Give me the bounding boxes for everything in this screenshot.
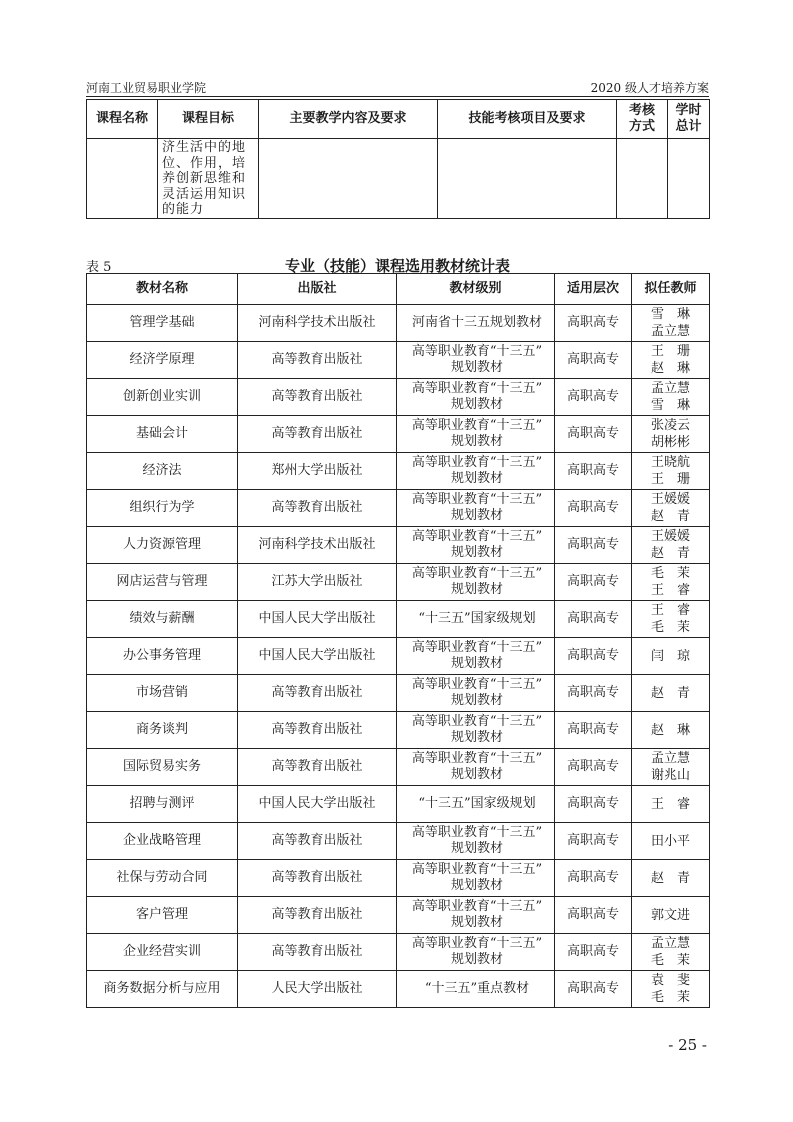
table-row (87, 527, 710, 564)
table-row (87, 638, 710, 675)
cell-textbook-name: 创新创业实训 (87, 379, 238, 416)
table-row (87, 416, 710, 453)
cell-applicable-tier: 高职高专 (555, 490, 632, 527)
table1-header-assessment-method: 考核 方式 (617, 100, 668, 139)
table-row (87, 712, 710, 749)
cell-textbook-name: 办公事务管理 (87, 638, 238, 675)
table-row (87, 786, 710, 823)
cell-publisher: 江苏大学出版社 (238, 564, 397, 601)
cell-textbook-level: 高等职业教育“十三五” 规划教材 (397, 453, 555, 490)
table1-header-course-goal: 课程目标 (158, 100, 259, 139)
cell-proposed-teacher: 闫 琼 (632, 638, 710, 675)
table-row (87, 342, 710, 379)
cell-textbook-level: 高等职业教育“十三五” 规划教材 (397, 712, 555, 749)
cell-proposed-teacher: 孟立慧 谢兆山 (632, 749, 710, 786)
cell-textbook-level: 高等职业教育“十三五” 规划教材 (397, 342, 555, 379)
cell-textbook-name: 基础会计 (87, 416, 238, 453)
table1-cell-method (617, 139, 668, 219)
cell-textbook-name: 网店运营与管理 (87, 564, 238, 601)
cell-publisher: 高等教育出版社 (238, 712, 397, 749)
header-document-title: 2020 级人才培养方案 (590, 81, 709, 95)
table1-header-course-name: 课程名称 (87, 100, 158, 139)
cell-applicable-tier: 高职高专 (555, 749, 632, 786)
textbook-statistics-table (86, 273, 710, 1008)
table1-header-total-hours: 学时 总计 (668, 100, 710, 139)
cell-applicable-tier: 高职高专 (555, 305, 632, 342)
cell-publisher: 高等教育出版社 (238, 416, 397, 453)
table-row (87, 305, 710, 342)
cell-publisher: 高等教育出版社 (238, 860, 397, 897)
cell-textbook-name: 商务数据分析与应用 (87, 971, 238, 1008)
cell-textbook-level: 高等职业教育“十三五” 规划教材 (397, 897, 555, 934)
cell-textbook-level: 高等职业教育“十三五” 规划教材 (397, 638, 555, 675)
cell-applicable-tier: 高职高专 (555, 342, 632, 379)
table-row (87, 971, 710, 1008)
cell-proposed-teacher: 孟立慧 毛 茉 (632, 934, 710, 971)
cell-textbook-name: 绩效与薪酬 (87, 601, 238, 638)
cell-proposed-teacher: 王 睿 (632, 786, 710, 823)
table1-cell-skills (438, 139, 617, 219)
header-institution: 河南工业贸易职业学院 (86, 81, 207, 95)
cell-textbook-level: “十三五”重点教材 (397, 971, 555, 1008)
cell-textbook-level: 高等职业教育“十三五” 规划教材 (397, 564, 555, 601)
cell-publisher: 高等教育出版社 (238, 490, 397, 527)
cell-publisher: 中国人民大学出版社 (238, 786, 397, 823)
cell-applicable-tier: 高职高专 (555, 601, 632, 638)
cell-publisher: 人民大学出版社 (238, 971, 397, 1008)
cell-proposed-teacher: 张凌云 胡彬彬 (632, 416, 710, 453)
cell-textbook-name: 经济法 (87, 453, 238, 490)
cell-applicable-tier: 高职高专 (555, 379, 632, 416)
cell-applicable-tier: 高职高专 (555, 971, 632, 1008)
cell-applicable-tier: 高职高专 (555, 934, 632, 971)
cell-textbook-level: “十三五”国家级规划 (397, 786, 555, 823)
cell-textbook-name: 市场营销 (87, 675, 238, 712)
cell-textbook-name: 经济学原理 (87, 342, 238, 379)
cell-proposed-teacher: 田小平 (632, 823, 710, 860)
table-row (87, 860, 710, 897)
cell-textbook-level: “十三五”国家级规划 (397, 601, 555, 638)
table-row (87, 749, 710, 786)
cell-textbook-name: 人力资源管理 (87, 527, 238, 564)
cell-proposed-teacher: 赵 青 (632, 675, 710, 712)
page-header (86, 78, 709, 97)
cell-textbook-level: 高等职业教育“十三五” 规划教材 (397, 934, 555, 971)
cell-textbook-level: 高等职业教育“十三五” 规划教材 (397, 527, 555, 564)
table2-header-proposed-teacher: 拟任教师 (632, 274, 710, 305)
cell-applicable-tier: 高职高专 (555, 786, 632, 823)
table1-header-main-content: 主要教学内容及要求 (259, 100, 438, 139)
table-row (87, 934, 710, 971)
cell-proposed-teacher: 孟立慧 雪 琳 (632, 379, 710, 416)
cell-textbook-name: 商务谈判 (87, 712, 238, 749)
cell-proposed-teacher: 赵 青 (632, 860, 710, 897)
cell-applicable-tier: 高职高专 (555, 527, 632, 564)
table-row (87, 490, 710, 527)
cell-applicable-tier: 高职高专 (555, 823, 632, 860)
cell-textbook-level: 高等职业教育“十三五” 规划教材 (397, 749, 555, 786)
table1-cell-hours (668, 139, 710, 219)
table2-body (87, 305, 710, 1008)
table-row (87, 675, 710, 712)
cell-applicable-tier: 高职高专 (555, 712, 632, 749)
course-objectives-table (86, 99, 710, 219)
table2-caption (86, 255, 709, 273)
table2-header-textbook-level: 教材级别 (397, 274, 555, 305)
table2-header-publisher: 出版社 (238, 274, 397, 305)
cell-proposed-teacher: 王媛媛 赵 青 (632, 490, 710, 527)
cell-publisher: 高等教育出版社 (238, 675, 397, 712)
cell-textbook-level: 高等职业教育“十三五” 规划教材 (397, 490, 555, 527)
cell-publisher: 高等教育出版社 (238, 934, 397, 971)
table1-header-skill-assessment: 技能考核项目及要求 (438, 100, 617, 139)
cell-publisher: 河南科学技术出版社 (238, 305, 397, 342)
cell-textbook-name: 企业经营实训 (87, 934, 238, 971)
table2-label: 表 5 (86, 260, 112, 275)
cell-proposed-teacher: 王 珊 赵 琳 (632, 342, 710, 379)
cell-textbook-level: 河南省十三五规划教材 (397, 305, 555, 342)
cell-textbook-level: 高等职业教育“十三五” 规划教材 (397, 675, 555, 712)
table1-cell-goal: 济生活中的地位、作用，培养创新思维和灵活运用知识的能力 (158, 139, 259, 219)
table-row (87, 139, 710, 219)
cell-proposed-teacher: 郭文进 (632, 897, 710, 934)
cell-publisher: 高等教育出版社 (238, 749, 397, 786)
cell-publisher: 河南科学技术出版社 (238, 527, 397, 564)
cell-proposed-teacher: 雪 琳 孟立慧 (632, 305, 710, 342)
cell-publisher: 高等教育出版社 (238, 379, 397, 416)
table2-header-applicable-tier: 适用层次 (555, 274, 632, 305)
cell-proposed-teacher: 赵 琳 (632, 712, 710, 749)
cell-proposed-teacher: 王 睿 毛 茉 (632, 601, 710, 638)
cell-proposed-teacher: 袁 斐 毛 茉 (632, 971, 710, 1008)
table2-header-textbook-name: 教材名称 (87, 274, 238, 305)
cell-applicable-tier: 高职高专 (555, 453, 632, 490)
cell-textbook-name: 招聘与测评 (87, 786, 238, 823)
table-row (87, 564, 710, 601)
table1-header-row (87, 100, 710, 139)
cell-textbook-name: 管理学基础 (87, 305, 238, 342)
table1-cell-content (259, 139, 438, 219)
page-number: - 25 - (668, 1036, 707, 1054)
cell-publisher: 高等教育出版社 (238, 342, 397, 379)
table-row (87, 823, 710, 860)
cell-textbook-level: 高等职业教育“十三五” 规划教材 (397, 416, 555, 453)
cell-textbook-name: 组织行为学 (87, 490, 238, 527)
cell-textbook-name: 国际贸易实务 (87, 749, 238, 786)
cell-publisher: 中国人民大学出版社 (238, 638, 397, 675)
cell-proposed-teacher: 王晓航 王 珊 (632, 453, 710, 490)
cell-applicable-tier: 高职高专 (555, 416, 632, 453)
cell-textbook-level: 高等职业教育“十三五” 规划教材 (397, 860, 555, 897)
cell-applicable-tier: 高职高专 (555, 564, 632, 601)
cell-applicable-tier: 高职高专 (555, 675, 632, 712)
table2-header-row (87, 274, 710, 305)
cell-textbook-level: 高等职业教育“十三五” 规划教材 (397, 379, 555, 416)
cell-publisher: 中国人民大学出版社 (238, 601, 397, 638)
cell-applicable-tier: 高职高专 (555, 860, 632, 897)
cell-textbook-name: 客户管理 (87, 897, 238, 934)
cell-textbook-name: 社保与劳动合同 (87, 860, 238, 897)
cell-textbook-level: 高等职业教育“十三五” 规划教材 (397, 823, 555, 860)
table1-cell-name (87, 139, 158, 219)
cell-proposed-teacher: 毛 茉 王 睿 (632, 564, 710, 601)
table-row (87, 601, 710, 638)
table-row (87, 379, 710, 416)
cell-applicable-tier: 高职高专 (555, 638, 632, 675)
table-row (87, 897, 710, 934)
cell-applicable-tier: 高职高专 (555, 897, 632, 934)
cell-publisher: 郑州大学出版社 (238, 453, 397, 490)
cell-textbook-name: 企业战略管理 (87, 823, 238, 860)
cell-publisher: 高等教育出版社 (238, 823, 397, 860)
table2-title: 专业（技能）课程选用教材统计表 (284, 257, 510, 275)
cell-publisher: 高等教育出版社 (238, 897, 397, 934)
cell-proposed-teacher: 王媛媛 赵 青 (632, 527, 710, 564)
table-row (87, 453, 710, 490)
